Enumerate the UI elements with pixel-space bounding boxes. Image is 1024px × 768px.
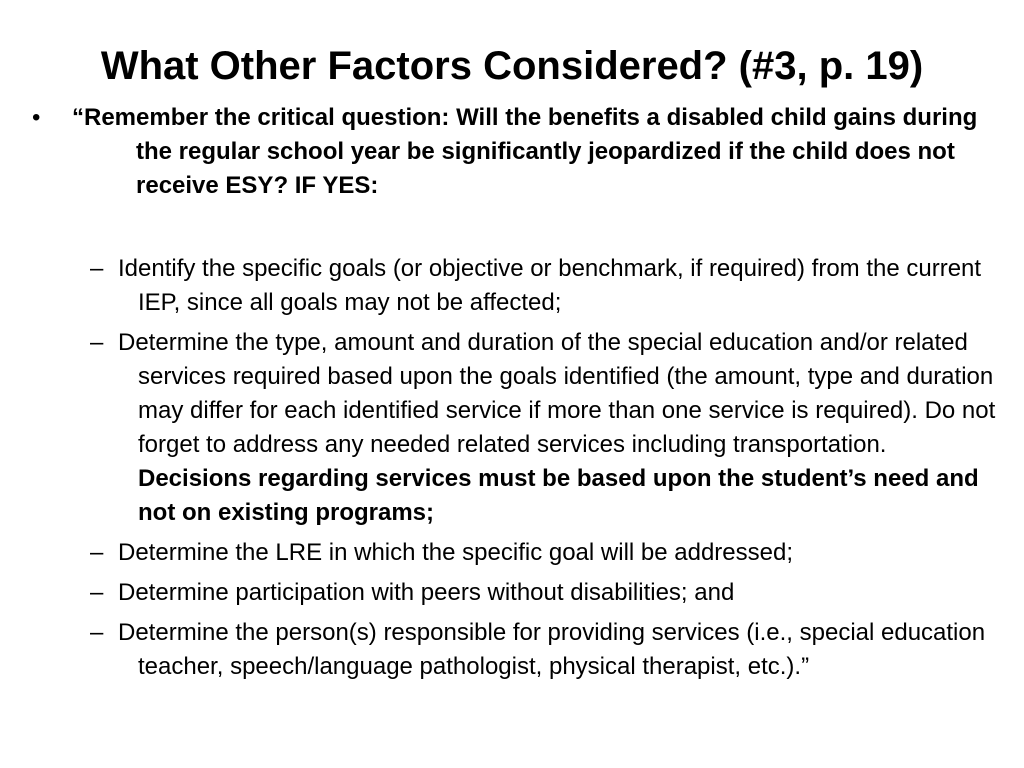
sub-bullet-item — [90, 252, 1000, 320]
sub-bullet-text: Determine the type, amount and duration of the special education and/or related services required based upon the goals identified (the amount, type and duration may differ for each identified service if more than one service is required). Do not forget to address any needed related services including transportation. — [118, 329, 996, 458]
sub-bullet-text: Determine participation with peers without disabilities; and — [118, 579, 735, 606]
sub-bullet-text: Identify the specific goals (or objective or benchmark, if required) from the current IEP, since all goals may not be affected; — [118, 255, 982, 316]
main-bullet-text: “Remember the critical question: Will the benefits a disabled child gains during the regular school year be significantly jeopardized if the child does not receive ESY? IF YES: — [72, 104, 978, 199]
dash-marker: – — [90, 539, 104, 566]
sub-bullet-item — [90, 616, 1000, 684]
sub-bullet-item — [90, 326, 1000, 530]
dash-marker: – — [90, 255, 104, 282]
dash-marker: – — [90, 579, 104, 606]
sub-bullet-text: Determine the person(s) responsible for providing services (i.e., special education teacher, speech/language pathologist, physical therapist, etc.).” — [118, 619, 986, 680]
sub-bullet-list — [90, 252, 1000, 690]
sub-bullet-item — [90, 536, 1000, 570]
dash-marker: – — [90, 619, 104, 646]
slide-title: What Other Factors Considered? (#3, p. 19) — [100, 44, 924, 88]
sub-bullet-item — [90, 576, 1000, 610]
sub-bullet-bold-text: Decisions regarding services must be based upon the student’s need and not on existing programs; — [138, 465, 979, 526]
bullet-marker: • — [32, 104, 41, 131]
sub-bullet-text: Determine the LRE in which the specific goal will be addressed; — [118, 539, 794, 566]
main-bullet — [32, 101, 992, 203]
dash-marker: – — [90, 329, 104, 356]
